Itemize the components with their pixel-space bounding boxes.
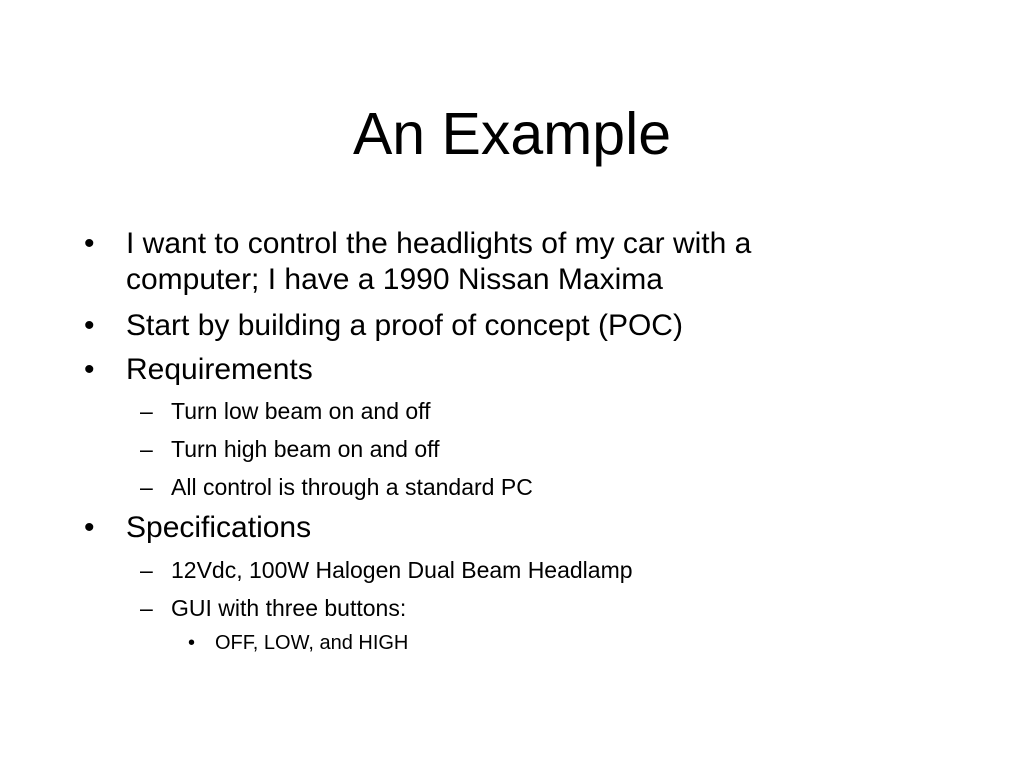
sub-bullet-marker: –	[140, 595, 153, 621]
slide-title: An Example	[352, 101, 672, 167]
bullet-1-line-2: computer; I have a 1990 Nissan Maxima	[126, 263, 663, 296]
bullet-marker: •	[84, 227, 95, 260]
sub-bullet-marker: –	[140, 436, 153, 462]
sub-bullet-text: 12Vdc, 100W Halogen Dual Beam Headlamp	[171, 557, 633, 583]
sub-sub-bullet-text: OFF, LOW, and HIGH	[215, 632, 409, 654]
bullet-marker: •	[84, 353, 95, 386]
sub-bullet-marker: –	[140, 398, 153, 424]
bullet-2-text: Start by building a proof of concept (POC)	[126, 309, 683, 342]
bullet-4-text: Specifications	[126, 511, 312, 544]
sub-sub-bullet-marker: •	[188, 632, 196, 654]
sub-bullet-text: Turn low beam on and off	[171, 398, 431, 424]
sub-bullet-marker: –	[140, 474, 153, 500]
bullet-3-text: Requirements	[126, 353, 313, 386]
sub-bullet-marker: –	[140, 557, 153, 583]
sub-bullet-text: Turn high beam on and off	[171, 436, 440, 462]
bullet-1-line-1: I want to control the headlights of my car with a	[126, 227, 752, 260]
bullet-marker: •	[84, 511, 95, 544]
bullet-marker: •	[84, 309, 95, 342]
sub-bullet-text: All control is through a standard PC	[171, 474, 533, 500]
sub-bullet-text: GUI with three buttons:	[171, 595, 407, 621]
